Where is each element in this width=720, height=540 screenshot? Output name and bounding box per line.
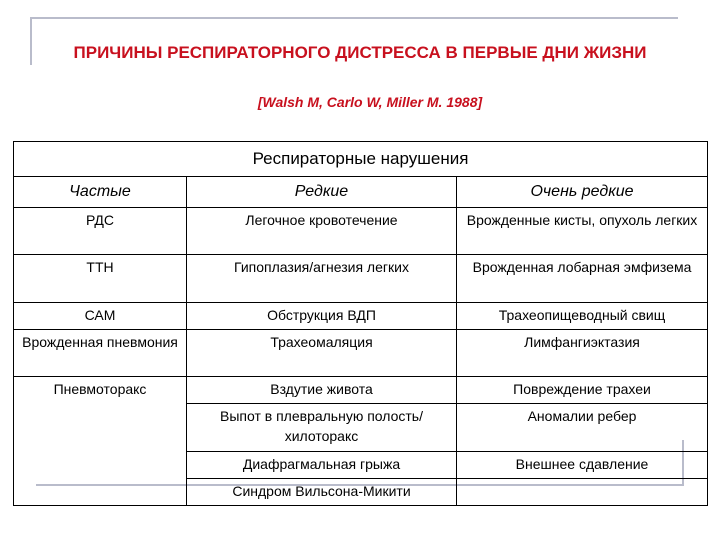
table-row bbox=[14, 208, 708, 255]
table-cell: Лимфангиэктазия bbox=[457, 330, 708, 377]
table-row bbox=[14, 255, 708, 303]
table-cell: Вздутие живота bbox=[187, 377, 457, 404]
column-header-very-rare: Очень редкие bbox=[457, 177, 708, 208]
column-header-rare: Редкие bbox=[187, 177, 457, 208]
table-row bbox=[14, 303, 708, 330]
table-cell bbox=[14, 452, 187, 479]
column-header-frequent: Частые bbox=[14, 177, 187, 208]
table-cell bbox=[457, 479, 708, 506]
table-cell: Аномалии ребер bbox=[457, 404, 708, 452]
table-cell: Пневмоторакс bbox=[14, 377, 187, 404]
table-cell: Повреждение трахеи bbox=[457, 377, 708, 404]
table-cell: Трахеомаляция bbox=[187, 330, 457, 377]
table-row bbox=[14, 404, 708, 452]
table-cell bbox=[14, 479, 187, 506]
table-cell: РДС bbox=[14, 208, 187, 255]
table-row bbox=[14, 479, 708, 506]
table-cell: Диафрагмальная грыжа bbox=[187, 452, 457, 479]
table-cell: Гипоплазия/агнезия легких bbox=[187, 255, 457, 303]
table-caption: Респираторные нарушения bbox=[14, 142, 708, 177]
table-cell: Обструкция ВДП bbox=[187, 303, 457, 330]
slide-title: ПРИЧИНЫ РЕСПИРАТОРНОГО ДИСТРЕССА В ПЕРВЫЕ ДНИ ЖИЗНИ bbox=[73, 43, 647, 62]
table-cell: Трахеопищеводный свищ bbox=[457, 303, 708, 330]
table-cell: Внешнее сдавление bbox=[457, 452, 708, 479]
respiratory-disorders-table bbox=[13, 141, 708, 506]
table-cell: САМ bbox=[14, 303, 187, 330]
table-cell: Выпот в плевральную полость/хилоторакс bbox=[187, 404, 457, 452]
table-cell: Легочное кровотечение bbox=[187, 208, 457, 255]
table-cell: Врожденные кисты, опухоль легких bbox=[457, 208, 708, 255]
table-row bbox=[14, 377, 708, 404]
table-cell: Врожденная лобарная эмфизема bbox=[457, 255, 708, 303]
table-row bbox=[14, 330, 708, 377]
slide-frame-left-line bbox=[30, 17, 32, 65]
table-cell: ТТН bbox=[14, 255, 187, 303]
table-row bbox=[14, 452, 708, 479]
slide-frame-top-line bbox=[30, 17, 678, 19]
table-cell: Синдром Вильсона-Микити bbox=[187, 479, 457, 506]
table-cell: Врожденная пневмония bbox=[14, 330, 187, 377]
slide-subtitle-citation: [Walsh M, Carlo W, Miller M. 1988] bbox=[257, 94, 483, 110]
table-cell bbox=[14, 404, 187, 452]
